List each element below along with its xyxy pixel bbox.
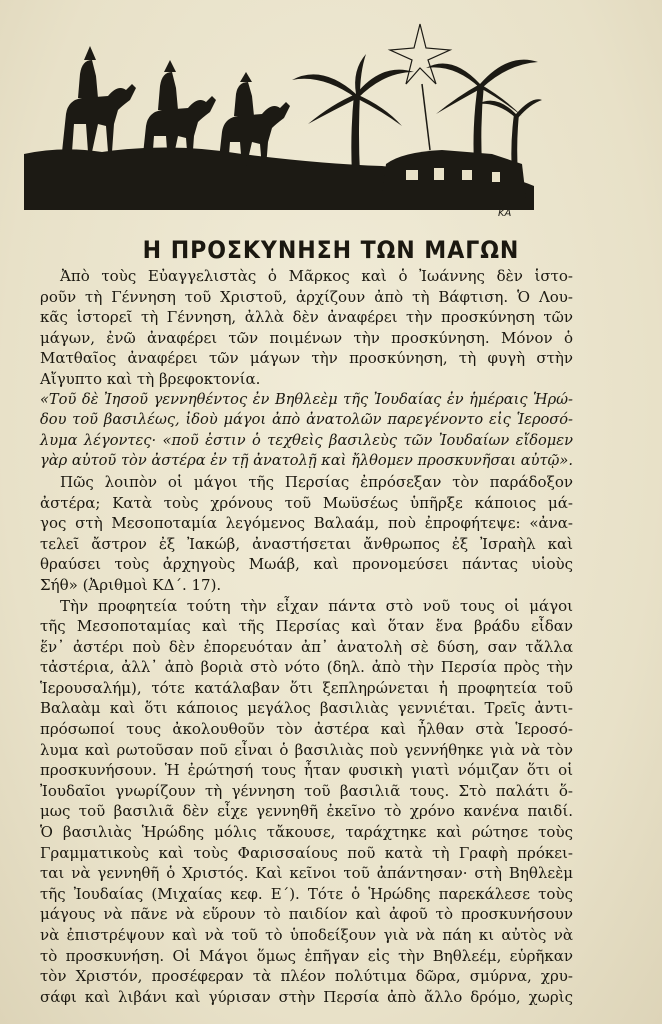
text-line: ται νὰ γεννηθῆ ὁ Χριστός. Καὶ κεῖνοι τοῦ ἀπάντησαν· στὴ Βηθλεὲμ (40, 864, 573, 883)
text-line: τῆς Μεσοποταμίας καὶ τῆς Περσίας καὶ ὅταν ἕνα βράδυ εἶδαν (40, 617, 573, 636)
text-line: «Τοῦ δὲ Ἰησοῦ γεννηθέντος ἐν Βηθλεὲμ τῆς Ἰουδαίας ἐν ἡμέραις Ἡρώ- (40, 390, 573, 408)
text-line: τὸν Χριστόν, προσέφεραν τὰ πλέον πολύτιμα δῶρα, σμύρνα, χρυ- (40, 967, 573, 986)
text-line: τελεῖ ἄστρον ἐξ Ἰακώβ, ἀναστήσεται ἄνθρωπος ἐξ Ἰσραὴλ καὶ (40, 534, 573, 553)
text-line: γος στὴ Μεσοποταμία λεγόμενος Βαλαάμ, ποὺ ἐπροφήτεψε: «ἀνα- (40, 514, 573, 533)
text-line: τῆς Ἰουδαίας (Μιχαίας κεφ. Ε΄). Τότε ὁ Ἡρώδης παρεκάλεσε τοὺς (40, 884, 573, 903)
house-icon (382, 150, 526, 198)
text-line: τὸ προσκυνήση. Οἱ Μάγοι ὅμως ἐπῆγαν εἰς τὴν Βηθλεέμ, εὑρῆκαν (40, 946, 573, 965)
text-line: κᾶς ἱστορεῖ τὴ Γέννηση, ἀλλὰ δὲν ἀναφέρει τὴν προσκύνηση τῶν (40, 308, 573, 327)
text-line: Ἀπὸ τοὺς Εὐαγγελιστὰς ὁ Μᾶρκος καὶ ὁ Ἰωάννης δὲν ἱστο- (60, 267, 573, 285)
text-line: ἕν᾿ ἀστέρι ποὺ δὲν ἐπορευόταν ἀπ᾿ ἀνατολὴ σὲ δύση, σαν τἄλλα (40, 637, 573, 656)
text-line: μάγους νὰ πᾶνε νὰ εὕρουν τὸ παιδίον καὶ ἀφοῦ τὸ προσκυνήσουν (40, 905, 573, 924)
text-line: σάφι καὶ λιβάνι καὶ γύρισαν στὴν Περσία ἀπὸ ἄλλο δρόμο, χωρὶς (40, 987, 573, 1006)
text-line: νὰ ἐπιστρέψουν καὶ νὰ τοῦ τὸ ὑποδείξουν γιὰ νὰ πάη κι αὐτὸς νὰ (40, 926, 573, 944)
text-line: Πῶς λοιπὸν οἱ μάγοι τῆς Περσίας ἐπρόσεξαν τὸν παράδοξον (60, 472, 573, 491)
text-line: μως τοῦ βασιλιᾶ δὲν εἶχε γεννηθῆ ἐκεῖνο τὸ χρόνο κανένα παιδί. (40, 802, 573, 821)
text-line: λυμα καὶ ρωτοῦσαν ποῦ εἶναι ὁ βασιλιὰς ποὺ γεννήθηκε γιὰ νὰ τὸν (40, 740, 573, 759)
text-line: μάγων, ἐνῶ ἀναφέρει τῶν ποιμένων τὴν προσκύνηση. Μόνον ὁ (40, 328, 573, 347)
text-line: Ἱερουσαλήμ), τότε κατάλαβαν ὅτι ξεπληρώνεται ἡ προφητεία τοῦ (40, 678, 573, 697)
text-line: τἀστέρια, ἀλλ᾿ ἀπὸ βοριὰ στὸ νότο (δηλ. ἀπὸ τὴν Περσία πρὸς τὴν (40, 658, 573, 677)
text-line: Ἰουδαῖοι γνωρίζουν τὴ γέννηση τοῦ βασιλιᾶ τους. Στὸ παλάτι ὅ- (40, 781, 573, 800)
artist-signature: ΚΑ (498, 208, 512, 219)
text-line: θραύσει τοὺς ἀρχηγοὺς Μωάβ, καὶ προνομεύσει πάντας υἱοὺς (40, 555, 573, 574)
text-line: δου τοῦ βασιλέως, ἰδοὺ μάγοι ἀπὸ ἀνατολῶν παρεγένοντο εἰς Ἱεροσό- (40, 411, 573, 429)
text-line: Ματθαῖος ἀναφέρει τῶν μάγων τὴν προσκύνηση, τὴ φυγὴ στὴν (40, 349, 573, 368)
text-line: γὰρ αὐτοῦ τὸν ἀστέρα ἐν τῇ ἀνατολῇ καὶ ἤλθομεν προσκυνῆσαι αὐτῷ». (40, 452, 573, 470)
star-icon (390, 24, 450, 84)
text-line: Αἴγυπτο καὶ τὴ βρεφοκτονία. (40, 369, 261, 388)
palm-tree-icon (292, 54, 414, 174)
magi-illustration (22, 14, 542, 220)
text-line: Ὁ βασιλιὰς Ἡρώδης μόλις τἄκουσε, ταράχτηκε καὶ ρώτησε τοὺς (40, 823, 573, 842)
text-line: ἀστέρα; Κατὰ τοὺς χρόνους τοῦ Μωϋσέως ὑπῆρξε κάποιος μά- (40, 493, 573, 512)
text-line: πρόσωποί τους ἀκολουθοῦν τὸν ἀστέρα καὶ ἦλθαν στὰ Ἱεροσό- (40, 720, 573, 739)
text-line: Σήθ» (Ἀριθμοὶ ΚΔ΄. 17). (40, 575, 222, 594)
camel-icon (218, 72, 290, 168)
text-line: προσκυνήσουν. Ἡ ἐρώτησή τους ἦταν φυσικὴ γιατὶ νόμιζαν ὅτι οἱ (40, 761, 573, 780)
text-line: Γραμματικοὺς καὶ τοὺς Φαρισσαίους ποῦ κατὰ τὴ Γραφὴ πρόκει- (40, 843, 573, 862)
text-line: Τὴν προφητεία τούτη τὴν εἶχαν πάντα στὸ νοῦ τους οἱ μάγοι (60, 596, 573, 615)
text-line: λυμα λέγοντες· «ποῦ ἐστιν ὁ τεχθεὶς βασιλεὺς τῶν Ἰουδαίων εἴδομεν (40, 431, 573, 449)
text-line: Βαλαὰμ καὶ ὅτι κάποιος μεγάλος βασιλιὰς γεννιέται. Τρεῖς ἀντι- (40, 699, 573, 718)
article-title: Η ΠΡΟΣΚΥΝΗΣΗ ΤΩΝ ΜΑΓΩΝ (142, 236, 520, 264)
article-body (40, 266, 573, 1007)
camel-icon (62, 46, 136, 152)
text-line: ροῦν τὴ Γέννηση τοῦ Χριστοῦ, ἀρχίζουν ἀπὸ τὴ Βάφτιση. Ὁ Λου- (40, 287, 573, 306)
